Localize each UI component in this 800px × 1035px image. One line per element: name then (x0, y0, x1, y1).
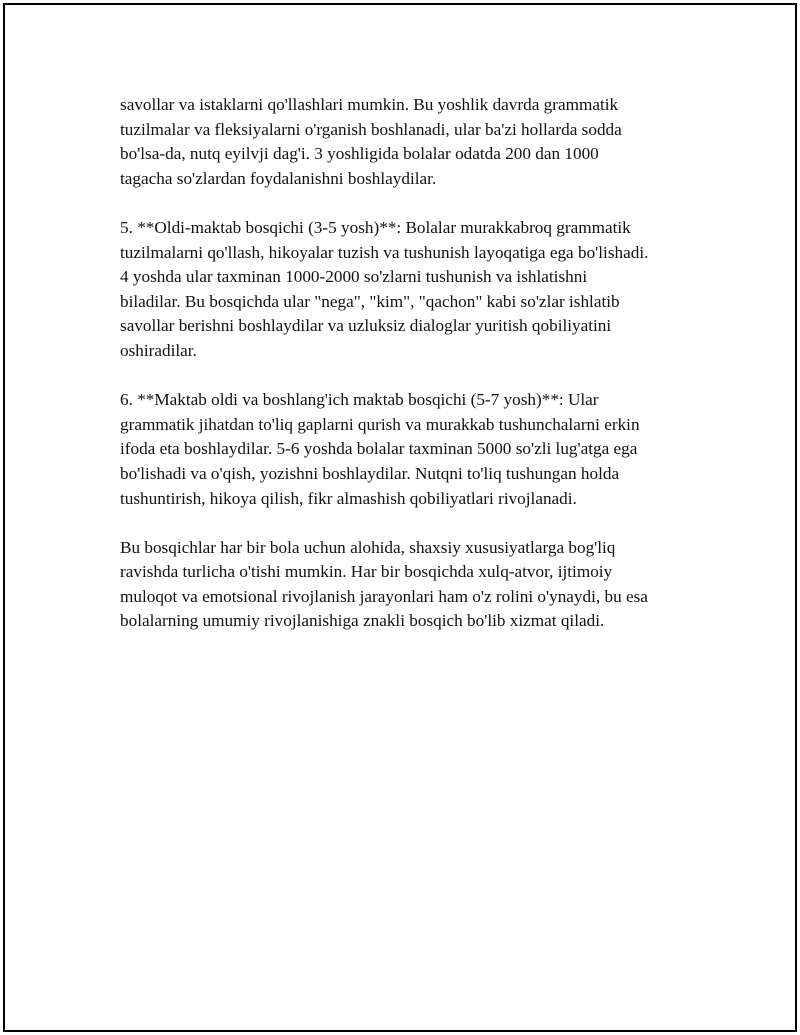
paragraph-3 (120, 388, 700, 511)
text-line: ravishda turlicha o'tishi mumkin. Har bir bosqichda xulq-atvor, ijtimoiy (120, 562, 613, 582)
paragraph-2 (120, 216, 700, 364)
document-body (120, 93, 700, 659)
text-line: biladilar. Bu bosqichda ular "nega", "kim", "qachon" kabi so'zlar ishlatib (120, 291, 620, 311)
text-line: tuzilmalarni qo'llash, hikoyalar tuzish va tushunish layoqatiga ega bo'lishadi. (120, 242, 649, 262)
text-line: grammatik jihatdan to'liq gaplarni qurish va murakkab tushunchalarni erkin (120, 414, 640, 434)
text-line: 4 yoshda ular taxminan 1000-2000 so'zlarni tushunish va ishlatishni (120, 267, 588, 287)
text-line: muloqot va emotsional rivojlanish jarayonlari ham o'z rolini o'ynaydi, bu esa (120, 586, 648, 606)
document-page (3, 3, 797, 1032)
text-line: bolalarning umumiy rivojlanishiga znakli bosqich bo'lib xizmat qiladi. (120, 611, 605, 631)
text-line: bo'lsa-da, nutq eyilvji dag'i. 3 yoshligida bolalar odatda 200 dan 1000 (120, 144, 599, 164)
text-line: Bu bosqichlar har bir bola uchun alohida, shaxsiy xususiyatlarga bog'liq (120, 537, 616, 557)
text-line: 5. **Oldi-maktab bosqichi (3-5 yosh)**: Bolalar murakkabroq grammatik (120, 217, 631, 237)
text-line: tushuntirish, hikoya qilish, fikr almashish qobiliyatlari rivojlanadi. (120, 488, 577, 508)
text-line: bo'lishadi va o'qish, yozishni boshlaydilar. Nutqni to'liq tushungan holda (120, 463, 620, 483)
text-line: 6. **Maktab oldi va boshlang'ich maktab bosqichi (5-7 yosh)**: Ular (120, 390, 599, 410)
text-line: ifoda eta boshlaydilar. 5-6 yoshda bolalar taxminan 5000 so'zli lug'atga ega (120, 439, 638, 459)
text-line: savollar berishni boshlaydilar va uzluksiz dialoglar yuritish qobiliyatini (120, 316, 612, 336)
paragraph-1 (120, 93, 700, 191)
text-line: savollar va istaklarni qo'llashlari mumkin. Bu yoshlik davrda grammatik (120, 95, 619, 114)
paragraph-4 (120, 536, 700, 634)
text-line: tuzilmalar va fleksiyalarni o'rganish boshlanadi, ular ba'zi hollarda sodda (120, 119, 622, 139)
text-line: tagacha so'zlardan foydalanishni boshlaydilar. (120, 168, 437, 188)
text-line: oshiradilar. (120, 340, 197, 360)
